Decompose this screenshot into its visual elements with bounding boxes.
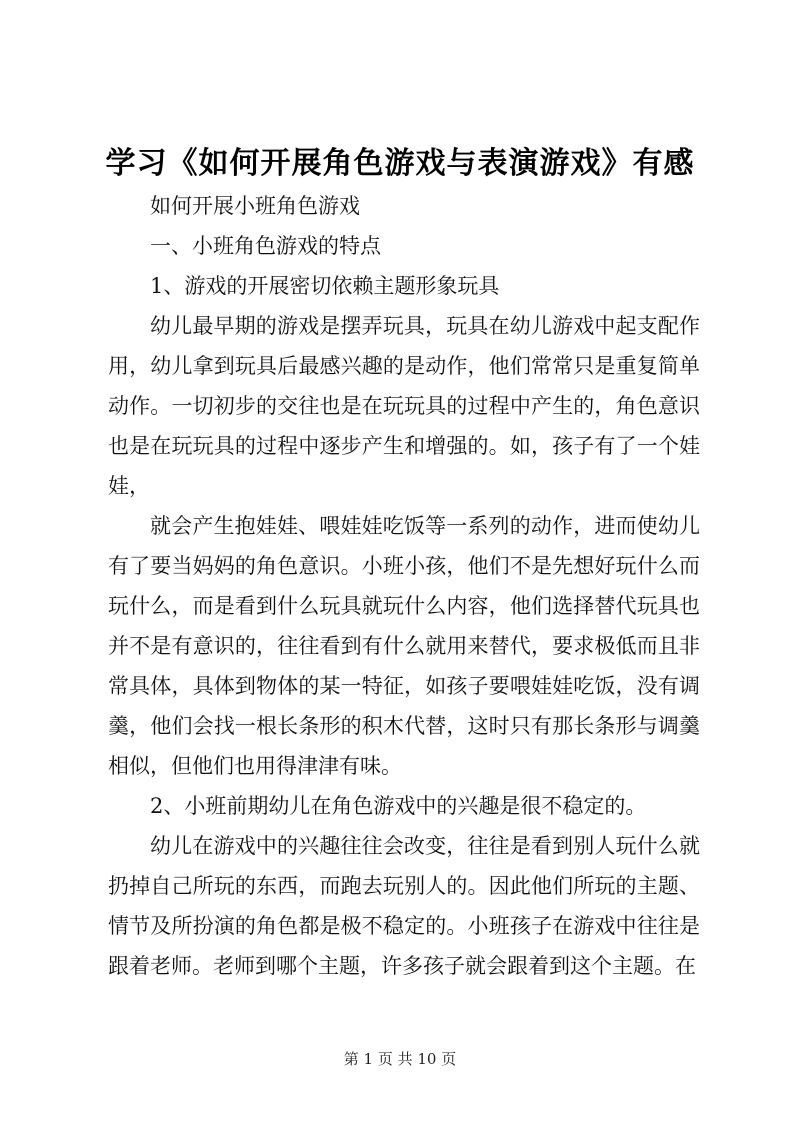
- paragraph-subtitle: 如何开展小班角色游戏: [150, 194, 360, 218]
- paragraph-point-1: 1、游戏的开展密切依赖主题形象玩具: [150, 274, 500, 298]
- paragraph-section-heading: 一、小班角色游戏的特点: [150, 234, 381, 258]
- paragraph-body-3: 幼儿在游戏中的兴趣往往会改变，往往是看到别人玩什么就扔掉自己所玩的东西，而跑去玩别人的。因此他们所玩的主题、情节及所扮演的角色都是极不稳定的。小班孩子在游戏中往往是跟着老师。老师到哪个主题，许多孩子就会跟着到这个主题。在: [108, 834, 700, 978]
- page-footer: 第 1 页 共 10 页: [343, 1050, 457, 1068]
- document-title: 学习《如何开展角色游戏与表演游戏》有感: [105, 146, 695, 181]
- document-body: [108, 186, 700, 986]
- paragraph-body-1: 幼儿最早期的游戏是摆弄玩具，玩具在幼儿游戏中起支配作用，幼儿拿到玩具后最感兴趣的是动作，他们常常只是重复简单动作。一切初步的交往也是在玩玩具的过程中产生的，角色意识也是在玩玩具的过程中逐步产生和增强的。如，孩子有了一个娃娃，: [108, 314, 700, 498]
- paragraph-point-2: 2、小班前期幼儿在角色游戏中的兴趣是很不稳定的。: [150, 794, 647, 818]
- paragraph-body-2: 就会产生抱娃娃、喂娃娃吃饭等一系列的动作，进而使幼儿有了要当妈妈的角色意识。小班小孩，他们不是先想好玩什么而玩什么，而是看到什么玩具就玩什么内容，他们选择替代玩具也并不是有意识的，往往看到有什么就用来替代，要求极低而且非常具体，具体到物体的某一特征，如孩子要喂娃娃吃饭，没有调羹，他们会找一根长条形的积木代替，这时只有那长条形与调羹相似，但他们也用得津津有味。: [108, 514, 700, 778]
